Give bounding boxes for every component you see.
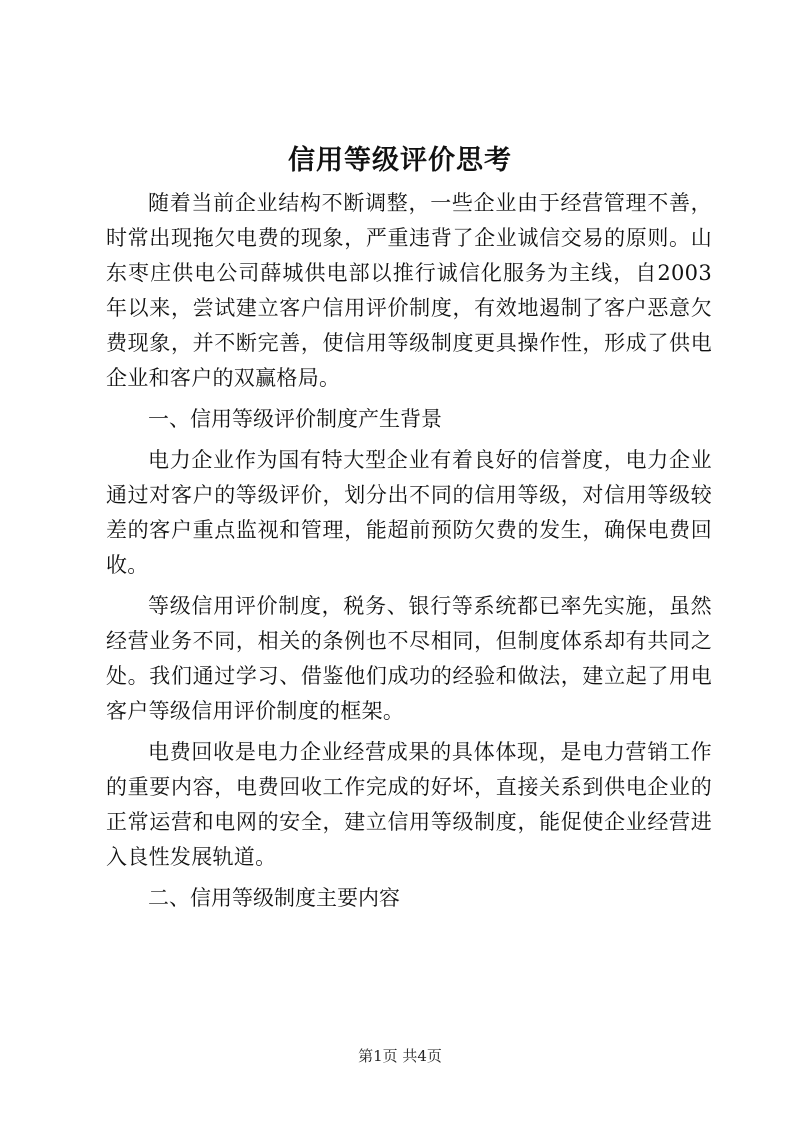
paragraph-background-1: 电力企业作为国有特大型企业有着良好的信誉度，电力企业通过对客户的等级评价，划分出不同的信用等级，对信用等级较差的客户重点监视和管理，能超前预防欠费的发生，确保电费回收。	[106, 448, 712, 577]
paragraph-background-2: 等级信用评价制度，税务、银行等系统都已率先实施，虽然经营业务不同，相关的条例也不尽相同，但制度体系却有共同之处。我们通过学习、借鉴他们成功的经验和做法，建立起了用电客户等级信用评价制度的框架。	[106, 594, 712, 723]
section-heading-1: 一、信用等级评价制度产生背景	[148, 407, 442, 431]
document-title: 信用等级评价思考	[288, 145, 512, 176]
paragraph-background-3: 电费回收是电力企业经营成果的具体体现，是电力营销工作的重要内容，电费回收工作完成的好坏，直接关系到供电企业的正常运营和电网的安全，建立信用等级制度，能促使企业经营进入良性发展轨道。	[106, 740, 712, 869]
document-body	[106, 186, 712, 922]
page-number-footer: 第1页 共4页	[358, 1047, 442, 1065]
section-heading-2: 二、信用等级制度主要内容	[148, 886, 400, 910]
paragraph-intro: 随着当前企业结构不断调整，一些企业由于经营管理不善，时常出现拖欠电费的现象，严重违背了企业诚信交易的原则。山东枣庄供电公司薛城供电部以推行诚信化服务为主线，自2003年以来，尝试建立客户信用评价制度，有效地遏制了客户恶意欠费现象，并不断完善，使信用等级制度更具操作性，形成了供电企业和客户的双赢格局。	[106, 191, 712, 390]
